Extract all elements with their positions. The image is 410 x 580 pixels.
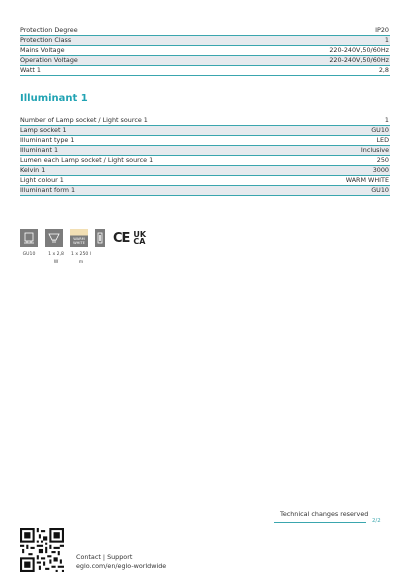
contact-url[interactable]: eglo.com/en/eglo-worldwide	[76, 562, 167, 570]
table-row: Protection Degree IP20	[20, 26, 389, 34]
warm-white-icon: WARM WHITE	[70, 229, 88, 247]
contact-block	[76, 553, 166, 571]
table-row: Lumen each Lamp socket / Light source 1 250	[20, 156, 389, 164]
qr-code-icon[interactable]	[20, 528, 64, 572]
table-row: Protection Class 1	[20, 36, 389, 44]
table-row: Mains Voltage 220-240V,50/60Hz	[20, 46, 389, 54]
contact-label: Contact | Support	[76, 553, 133, 561]
footer-divider	[274, 522, 366, 523]
socket-caption: GU10	[22, 252, 36, 257]
table-row: Light colour 1 WARM WHITE	[20, 176, 389, 184]
technical-changes-note: Technical changes reserved	[280, 510, 369, 518]
lumen-caption: 1 x 250 l m	[70, 252, 92, 265]
protection-class-icon	[95, 229, 105, 247]
certification-icons	[20, 229, 147, 247]
table-row: Watt 1 2,8	[20, 66, 389, 74]
section-title: Illuminant 1	[20, 93, 88, 104]
table-row: Illuminant form 1 GU10	[20, 186, 389, 194]
ce-mark-icon: CE	[113, 230, 130, 246]
ukca-mark-icon: UK CA	[133, 229, 147, 246]
bulb-watt-icon	[45, 229, 63, 247]
table-row: Illuminant 1 Inclusive	[20, 146, 389, 154]
table-row: Illuminant type 1 LED	[20, 136, 389, 144]
lamp-socket-icon	[20, 229, 38, 247]
page-number: 2/2	[372, 518, 381, 524]
table-row: Kelvin 1 3000	[20, 166, 389, 174]
watt-caption: 1 x 2,8 W	[48, 252, 64, 265]
table-row: Number of Lamp socket / Light source 1 1	[20, 116, 389, 124]
specs-table-illuminant	[20, 116, 390, 196]
table-row: Lamp socket 1 GU10	[20, 126, 389, 134]
specs-table-general	[20, 26, 390, 76]
table-row: Operation Voltage 220-240V,50/60Hz	[20, 56, 389, 64]
